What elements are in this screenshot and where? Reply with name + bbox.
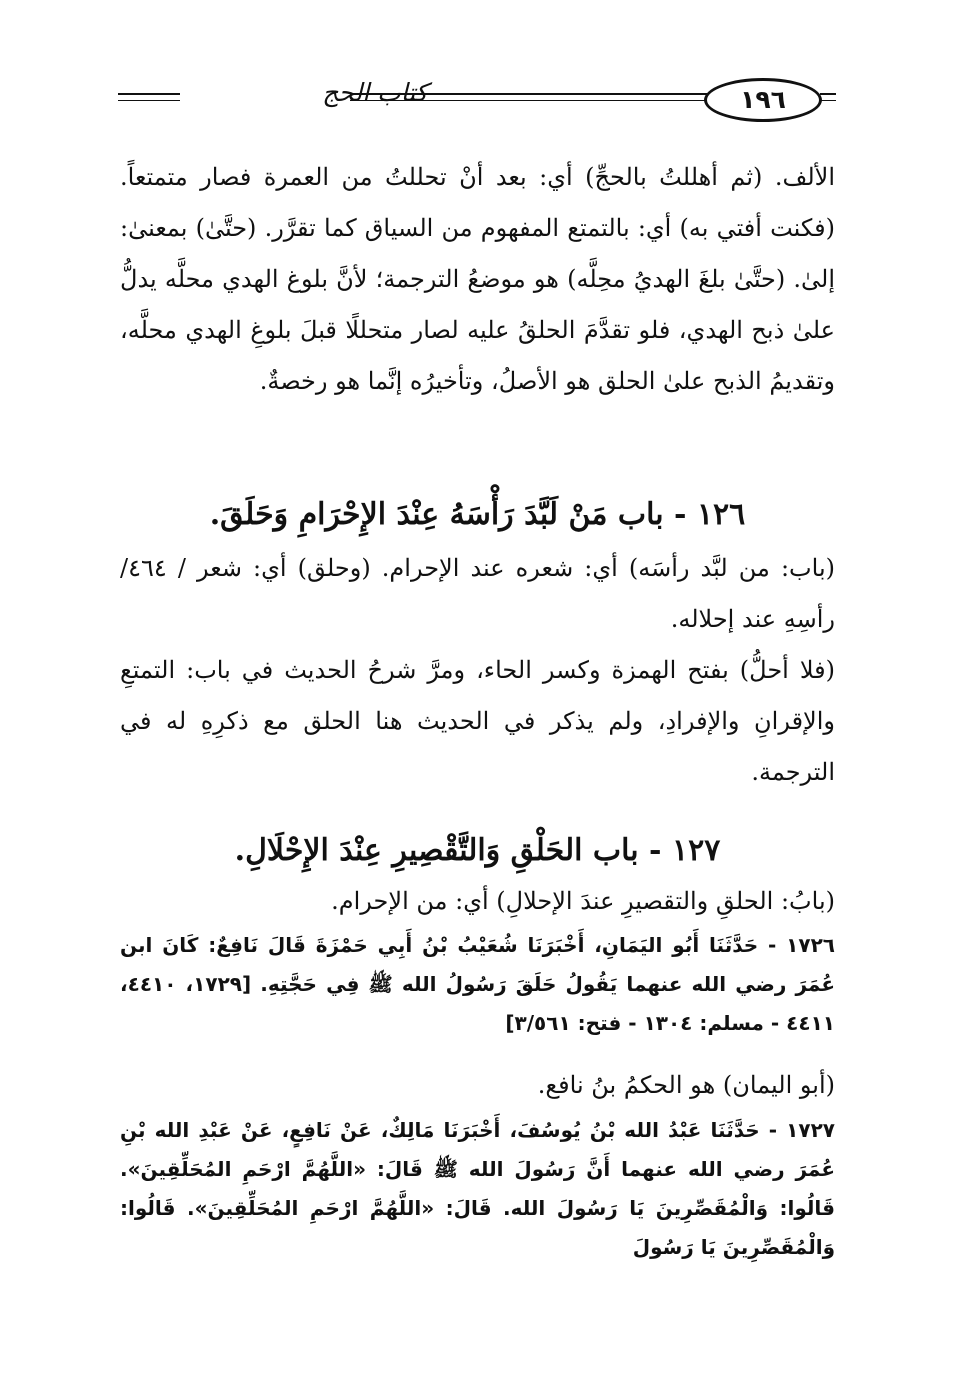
commentary-paragraph-1: الألف. (ثم أهللتُ بالحجِّ) أي: بعد أنْ تحللتُ من العمرة فصار متمتعاً. (فكنت أفتي به) أي: بالتمتع المفهوم من السياق كما تقرَّر. (حتَّىٰ) بمعنىٰ: إلىٰ. (حتَّىٰ بلغَ الهديُ محِلَّه) هو موضعُ الترجمة؛ لأنَّ بلوغ الهدي محلَّه يدلُّ علىٰ ذبح الهدي، فلو تقدَّمَ الحلقُ عليه لصار متحللًا قبلَ بلوغِ الهدي محلَّه، وتقديمُ الذبح علىٰ الحلق هو الأصلُ، وتأخيرُه إنَّما هو رخصةٌ. [120, 163, 835, 395]
commentary-paragraph-2: (باب: من لبَّد رأسَه) أي: شعره عند الإحرام. (وحلق) أي: شعر / ٤٦٤/ رأسِهِ عند إحلاله. [120, 554, 835, 633]
header-rule-middle-top [350, 93, 722, 95]
chapter-heading-126: ١٢٦ - باب مَنْ لَبَّدَ رَأْسَهُ عِنْدَ الإِحْرَامِ وَحَلَقَ. [209, 497, 746, 532]
header-rule-left-bottom [118, 100, 180, 101]
commentary-paragraph-5: (أبو اليمان) هو الحكمُ بنُ نافع. [537, 1071, 835, 1099]
header-rule-right-bottom [820, 100, 836, 101]
hadith-1726: ١٧٢٦ - حَدَّثَنَا أَبُو اليَمَانِ، أَخْبَرَنَا شُعَيْبُ بْنُ أَبِي حَمْزَةَ قَالَ نَافِعٌ: كَانَ ابن عُمَرَ رضي الله عنهما يَقُولُ حَلَقَ رَسُولُ الله ﷺ فِي حَجَّتِهِ. [١٧٢٩، ٤٤١٠، ٤٤١١ - مسلم: ١٣٠٤ - فتح: ٣/٥٦١] [120, 933, 835, 1035]
header-rule-right-top [820, 93, 836, 95]
commentary-paragraph-3: (فلا أحلُّ) بفتح الهمزة وكسر الحاء، ومرَّ شرحُ الحديث في باب: التمتعِ والإقرانِ والإفرادِ، ولم يذكر في الحديث هنا الحلق مع ذكرِهِ له في الترجمة. [120, 656, 836, 786]
book-title: كتاب الحج [322, 78, 428, 107]
header-rule-middle-bottom [350, 100, 722, 101]
hadith-1727: ١٧٢٧ - حَدَّثَنَا عَبْدُ الله بْنُ يُوسُفَ، أَخْبَرَنَا مَالِكٌ، عَنْ نَافِعٍ، عَنْ عَبْدِ الله بْنِ عُمَرَ رضي الله عنهما أَنَّ رَسُولَ الله ﷺ قَالَ: «اللَّهُمَّ ارْحَمِ المُحَلِّقِينَ». قَالُوا: وَالْمُقَصِّرِينَ يَا رَسُولَ الله. قَالَ: «اللَّهُمَّ ارْحَمِ المُحَلِّقِينَ». قَالُوا: وَالْمُقَصِّرِينَ يَا رَسُولَ [120, 1118, 835, 1259]
header-rule-left-top [118, 93, 180, 95]
page-header [118, 74, 836, 130]
page-number: ١٩٦ [704, 78, 822, 122]
commentary-paragraph-4: (بابُ: الحلقِ والتقصيرِ عندَ الإحلالِ) أي: من الإحرام. [331, 887, 835, 915]
chapter-heading-127: ١٢٧ - باب الحَلْقِ وَالتَّقْصِيرِ عِنْدَ الإِحْلَالِ. [234, 833, 721, 868]
